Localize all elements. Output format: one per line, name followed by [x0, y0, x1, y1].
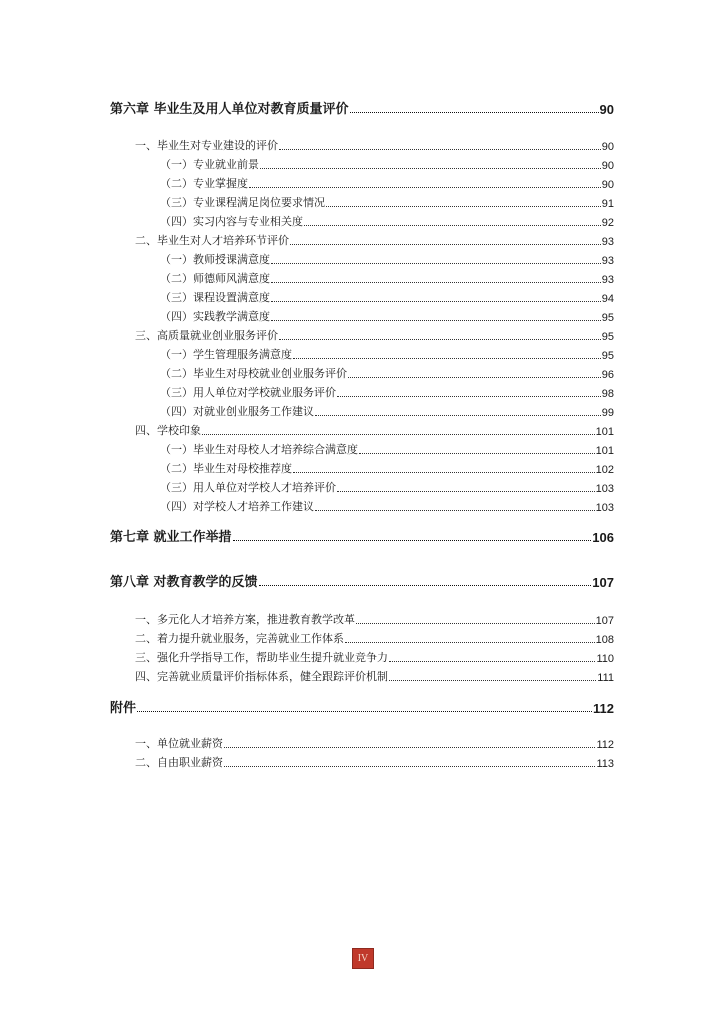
toc-entry-page: 90 — [599, 102, 614, 117]
toc-dot-leader — [348, 377, 601, 378]
toc-entry-page: 95 — [601, 350, 614, 362]
toc-subsection[interactable] — [160, 252, 614, 267]
toc-entry-title: （三）专业课程满足岗位要求情况 — [160, 196, 325, 209]
toc-subsection[interactable] — [160, 214, 614, 229]
toc-dot-leader — [271, 301, 601, 302]
toc-dot-leader — [260, 168, 601, 169]
toc-entry-title: （四）实习内容与专业相关度 — [160, 215, 303, 228]
toc-section[interactable] — [135, 736, 614, 751]
toc-entry-title: （三）课程设置满意度 — [160, 291, 270, 304]
toc-chapter-6[interactable] — [110, 99, 614, 117]
toc-dot-leader — [315, 415, 601, 416]
toc-entry-page: 112 — [593, 701, 614, 716]
toc-entry-page: 110 — [596, 653, 614, 665]
toc-dot-leader — [290, 244, 601, 245]
toc-dot-leader — [293, 472, 595, 473]
toc-dot-leader — [337, 491, 595, 492]
toc-entry-page: 108 — [595, 634, 614, 646]
toc-section[interactable] — [135, 423, 614, 438]
toc-section[interactable] — [135, 650, 614, 665]
toc-entry-title: （二）毕业生对母校推荐度 — [160, 462, 292, 475]
toc-entry-page: 102 — [595, 464, 614, 476]
toc-subsection[interactable] — [160, 480, 614, 495]
toc-dot-leader — [356, 623, 595, 624]
toc-subsection[interactable] — [160, 195, 614, 210]
toc-dot-leader — [202, 434, 595, 435]
toc-entry-title: （四）实践教学满意度 — [160, 310, 270, 323]
toc-chapter-7[interactable] — [110, 527, 614, 545]
toc-dot-leader — [271, 263, 601, 264]
toc-entry-page: 96 — [601, 369, 614, 381]
toc-dot-leader — [249, 187, 601, 188]
toc-entry-title: 第八章 对教育教学的反馈 — [110, 575, 258, 590]
toc-entry-page: 106 — [592, 530, 614, 545]
toc-entry-title: （一）教师授课满意度 — [160, 253, 270, 266]
toc-dot-leader — [271, 320, 601, 321]
toc-entry-page: 92 — [601, 217, 614, 229]
toc-section[interactable] — [135, 138, 614, 153]
toc-entry-title: 一、单位就业薪资 — [135, 737, 223, 750]
toc-entry-title: 二、自由职业薪资 — [135, 756, 223, 769]
toc-dot-leader — [233, 540, 592, 541]
toc-dot-leader — [350, 112, 599, 113]
toc-entry-page: 107 — [595, 615, 614, 627]
toc-subsection[interactable] — [160, 271, 614, 286]
toc-subsection[interactable] — [160, 176, 614, 191]
toc-entry-page: 93 — [601, 255, 614, 267]
toc-entry-title: 二、毕业生对人才培养环节评价 — [135, 234, 289, 247]
toc-dot-leader — [345, 642, 595, 643]
toc-subsection[interactable] — [160, 290, 614, 305]
toc-entry-page: 112 — [596, 739, 614, 751]
page-number-badge: IV — [352, 948, 374, 969]
toc-entry-title: （二）专业掌握度 — [160, 177, 248, 190]
toc-dot-leader — [279, 149, 601, 150]
toc-subsection[interactable] — [160, 499, 614, 514]
toc-entry-page: 107 — [592, 575, 614, 590]
toc-dot-leader — [315, 510, 595, 511]
toc-entry-page: 93 — [601, 274, 614, 286]
toc-entry-title: 三、高质量就业创业服务评价 — [135, 329, 278, 342]
toc-entry-title: 一、多元化人才培养方案，推进教育教学改革 — [135, 613, 355, 626]
toc-subsection[interactable] — [160, 366, 614, 381]
toc-dot-leader — [271, 282, 601, 283]
toc-entry-page: 90 — [601, 179, 614, 191]
toc-entry-page: 90 — [601, 160, 614, 172]
toc-entry-title: 四、完善就业质量评价指标体系，健全跟踪评价机制 — [135, 670, 388, 683]
toc-section[interactable] — [135, 755, 614, 770]
toc-section[interactable] — [135, 233, 614, 248]
toc-section[interactable] — [135, 669, 614, 684]
toc-dot-leader — [389, 661, 595, 662]
toc-entry-page: 90 — [601, 141, 614, 153]
toc-entry-page: 99 — [601, 407, 614, 419]
toc-entry-page: 113 — [596, 758, 614, 770]
toc-entry-page: 95 — [601, 331, 614, 343]
toc-dot-leader — [389, 680, 596, 681]
toc-entry-title: 第六章 毕业生及用人单位对教育质量评价 — [110, 102, 349, 117]
toc-entry-title: （三）用人单位对学校就业服务评价 — [160, 386, 336, 399]
toc-entry-page: 94 — [601, 293, 614, 305]
toc-subsection[interactable] — [160, 309, 614, 324]
toc-entry-page: 101 — [595, 426, 614, 438]
toc-entry-title: （二）毕业生对母校就业创业服务评价 — [160, 367, 347, 380]
toc-section[interactable] — [135, 612, 614, 627]
toc-entry-page: 98 — [601, 388, 614, 400]
toc-entry-title: （二）师德师风满意度 — [160, 272, 270, 285]
toc-subsection[interactable] — [160, 461, 614, 476]
toc-entry-page: 95 — [601, 312, 614, 324]
toc-entry-title: （四）对就业创业服务工作建议 — [160, 405, 314, 418]
toc-chapter-8[interactable] — [110, 572, 614, 590]
toc-dot-leader — [279, 339, 601, 340]
toc-entry-page: 101 — [595, 445, 614, 457]
toc-entry-title: 三、强化升学指导工作，帮助毕业生提升就业竞争力 — [135, 651, 388, 664]
toc-subsection[interactable] — [160, 442, 614, 457]
toc-subsection[interactable] — [160, 404, 614, 419]
toc-entry-title: （四）对学校人才培养工作建议 — [160, 500, 314, 513]
toc-entry-title: （一）学生管理服务满意度 — [160, 348, 292, 361]
toc-dot-leader — [359, 453, 595, 454]
toc-subsection[interactable] — [160, 347, 614, 362]
toc-entry-page: 93 — [601, 236, 614, 248]
toc-section[interactable] — [135, 328, 614, 343]
toc-dot-leader — [293, 358, 601, 359]
toc-entry-title: （一）毕业生对母校人才培养综合满意度 — [160, 443, 358, 456]
toc-entry-page: 91 — [601, 198, 614, 210]
toc-dot-leader — [224, 766, 595, 767]
toc-dot-leader — [337, 396, 601, 397]
toc-entry-title: 二、着力提升就业服务，完善就业工作体系 — [135, 632, 344, 645]
toc-dot-leader — [259, 585, 592, 586]
toc-dot-leader — [137, 711, 592, 712]
toc-subsection[interactable] — [160, 385, 614, 400]
toc-entry-page: 103 — [595, 502, 614, 514]
toc-entry-title: 附件 — [110, 701, 137, 716]
toc-section[interactable] — [135, 631, 614, 646]
toc-dot-leader — [224, 747, 595, 748]
toc-dot-leader — [304, 225, 601, 226]
toc-entry-page: 111 — [597, 672, 614, 684]
toc-entry-title: 四、学校印象 — [135, 424, 201, 437]
toc-entry-page: 103 — [595, 483, 614, 495]
toc-entry-title: （三）用人单位对学校人才培养评价 — [160, 481, 336, 494]
toc-entry-title: 一、毕业生对专业建设的评价 — [135, 139, 278, 152]
toc-appendix[interactable] — [110, 698, 614, 716]
toc-entry-title: （一）专业就业前景 — [160, 158, 259, 171]
toc-dot-leader — [326, 206, 601, 207]
toc-subsection[interactable] — [160, 157, 614, 172]
toc-entry-title: 第七章 就业工作举措 — [110, 530, 232, 545]
